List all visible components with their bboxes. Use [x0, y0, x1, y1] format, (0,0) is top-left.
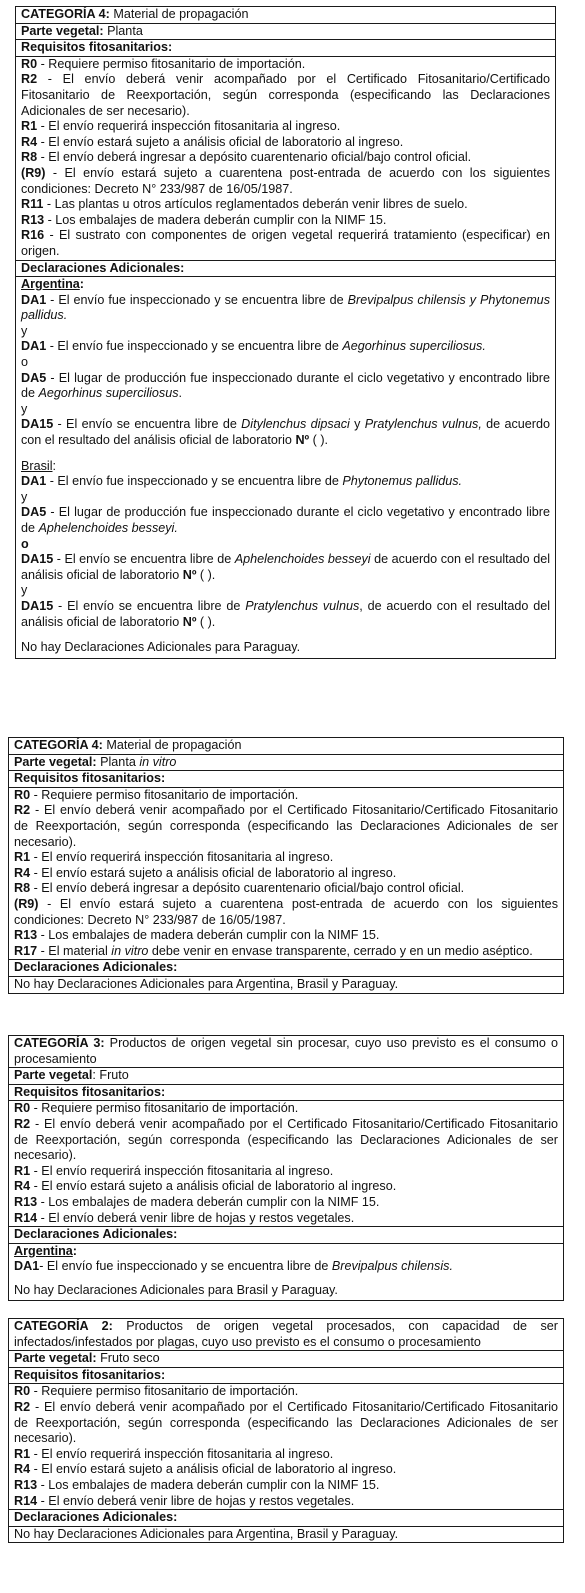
declarations-header: Declaraciones Adicionales:	[9, 1227, 564, 1244]
declaration-da5: DA5 - El lugar de producción fue inspeccionado durante el ciclo vegetativo y encontrado libre de Aegorhinus superciliosus.	[21, 370, 550, 401]
declaration-da1: DA1 - El envío fue inspeccionado y se encuentra libre de Aegorhinus superciliosus.	[21, 339, 486, 354]
requirement-r0: R0 - Requiere permiso fitosanitario de importación.	[21, 56, 306, 71]
requirement-r16: R16 - El sustrato con componentes de origen vegetal requerirá tratamiento (especificar) en origen.	[21, 228, 550, 258]
connector: o	[21, 355, 29, 370]
requirement-r11: R11 - Las plantas u otros artículos reglamentados deberán venir libres de suelo.	[21, 197, 468, 212]
declaration-da15: DA15 - El envío se encuentra libre de Pratylenchus vulnus, de acuerdo con el resultado del análisis oficial de laboratorio Nº ( ).	[21, 598, 550, 629]
requirement-r4: R4 - El envío estará sujeto a análisis oficial de laboratorio al ingreso.	[14, 1179, 397, 1194]
plant-part-row: Parte vegetal: Fruto	[9, 1068, 564, 1085]
country-brasil: Brasil:	[21, 458, 56, 473]
requirement-r0: R0 - Requiere permiso fitosanitario de importación.	[14, 1101, 299, 1116]
requirements-header: Requisitos fitosanitarios:	[16, 40, 556, 57]
plant-part-row: Parte vegetal: Fruto seco	[9, 1351, 564, 1368]
requirement-r17: R17 - El material in vitro debe venir en envase transparente, cerrado y en un medio aséptico.	[14, 943, 533, 958]
declarations-body	[9, 1243, 564, 1300]
declaration-da1: DA1- El envío fue inspeccionado y se encuentra libre de Brevipalpus chilensis.	[14, 1259, 453, 1274]
category-header: CATEGORÍA 4: Material de propagación	[9, 738, 564, 755]
requirement-r1: R1 - El envío requerirá inspección fitosanitaria al ingreso.	[21, 119, 341, 134]
connector: y	[21, 323, 28, 338]
requirement-r1: R1 - El envío requerirá inspección fitosanitaria al ingreso.	[14, 850, 334, 865]
declaration-da1: DA1 - El envío fue inspeccionado y se encuentra libre de Phytonemus pallidus.	[21, 474, 463, 489]
no-declarations-note: No hay Declaraciones Adicionales para Brasil y Paraguay.	[14, 1282, 338, 1297]
no-declarations-note: No hay Declaraciones Adicionales para Paraguay.	[21, 640, 301, 655]
requirement-r9: (R9) - El envío estará sujeto a cuarentena post-entrada de acuerdo con los siguientes condiciones: Decreto N° 233/987 de 16/05/1987.	[14, 896, 558, 927]
declarations-body	[16, 277, 556, 659]
connector: y	[21, 489, 28, 504]
category-2-fruto-seco-table	[8, 1318, 564, 1543]
plant-part-row: Parte vegetal: Planta in vitro	[9, 754, 564, 771]
category-4-in-vitro-table	[8, 737, 564, 994]
plant-part-row: Parte vegetal: Planta	[16, 23, 556, 40]
category-header: CATEGORÍA 4: Material de propagación	[16, 7, 556, 24]
connector: y	[21, 401, 28, 416]
connector: o	[21, 536, 29, 551]
declaration-da1: DA1 - El envío fue inspeccionado y se encuentra libre de Brevipalpus chilensis y Phytonemus pallidus.	[21, 292, 550, 323]
requirement-r0: R0 - Requiere permiso fitosanitario de importación.	[14, 787, 299, 802]
declarations-header: Declaraciones Adicionales:	[9, 960, 564, 977]
requirement-r2: R2 - El envío deberá venir acompañado por el Certificado Fitosanitario/Certificado Fitosanitario de Reexportación, según corresponda (especificando las Declaraciones Adicionales de ser necesario).	[21, 72, 550, 118]
no-declarations-note: No hay Declaraciones Adicionales para Argentina, Brasil y Paraguay.	[9, 1526, 564, 1543]
category-3-fruto-table	[8, 1035, 564, 1301]
requirement-r4: R4 - El envío estará sujeto a análisis oficial de laboratorio al ingreso.	[14, 865, 397, 880]
requirement-r8: R8 - El envío deberá ingresar a depósito cuarentenario oficial/bajo control oficial.	[21, 150, 472, 165]
country-argentina: Argentina:	[14, 1243, 77, 1258]
requirements-header: Requisitos fitosanitarios:	[9, 771, 564, 788]
declarations-header: Declaraciones Adicionales:	[9, 1510, 564, 1527]
declaration-da5: DA5 - El lugar de producción fue inspeccionado durante el ciclo vegetativo y encontrado libre de Aphelenchoides besseyi.	[21, 505, 550, 535]
requirement-r13: R13 - Los embalajes de madera deberán cumplir con la NIMF 15.	[14, 1194, 380, 1209]
requirement-r14: R14 - El envío deberá venir libre de hojas y restos vegetales.	[14, 1493, 355, 1508]
requirement-r1: R1 - El envío requerirá inspección fitosanitaria al ingreso.	[14, 1446, 334, 1461]
requirements-list	[9, 1101, 564, 1227]
category-4-planta-table	[15, 6, 556, 659]
declaration-da15: DA15 - El envío se encuentra libre de Aphelenchoides besseyi de acuerdo con el resultado del análisis oficial de laboratorio Nº ( ).	[21, 552, 551, 582]
requirements-list	[9, 1384, 564, 1510]
requirement-r4: R4 - El envío estará sujeto a análisis oficial de laboratorio al ingreso.	[14, 1462, 397, 1477]
country-argentina: Argentina:	[21, 277, 84, 292]
requirement-r14: R14 - El envío deberá venir libre de hojas y restos vegetales.	[14, 1210, 355, 1225]
requirement-r1: R1 - El envío requerirá inspección fitosanitaria al ingreso.	[14, 1163, 334, 1178]
no-declarations-note: No hay Declaraciones Adicionales para Argentina, Brasil y Paraguay.	[9, 976, 564, 993]
requirement-r2: R2 - El envío deberá venir acompañado por el Certificado Fitosanitario/Certificado Fitosanitario de Reexportación, según corresponda (especificando las Declaraciones Adicionales de ser necesario).	[14, 1116, 558, 1163]
connector: y	[21, 583, 28, 598]
requirement-r2: R2 - El envío deberá venir acompañado por el Certificado Fitosanitario/Certificado Fitosanitario de Reexportación, según corresponda (especificando las Declaraciones Adicionales de ser necesario).	[14, 803, 558, 849]
requirement-r2: R2 - El envío deberá venir acompañado por el Certificado Fitosanitario/Certificado Fitosanitario de Reexportación, según corresponda (especificando las Declaraciones Adicionales de ser necesario).	[14, 1399, 558, 1446]
requirement-r9: (R9) - El envío estará sujeto a cuarentena post-entrada de acuerdo con los siguientes condiciones: Decreto N° 233/987 de 16/05/1987.	[21, 165, 550, 196]
category-header: CATEGORÍA 2: Productos de origen vegetal procesados, con capacidad de ser infectados/infestados por plagas, cuyo uso previsto es el consumo o procesamiento	[9, 1319, 564, 1351]
requirements-list	[16, 56, 556, 260]
requirement-r4: R4 - El envío estará sujeto a análisis oficial de laboratorio al ingreso.	[21, 134, 404, 149]
category-header: CATEGORÍA 3: Productos de origen vegetal sin procesar, cuyo uso previsto es el consumo o procesamiento	[9, 1036, 564, 1068]
declarations-header: Declaraciones Adicionales:	[16, 260, 556, 277]
requirement-r13: R13 - Los embalajes de madera deberán cumplir con la NIMF 15.	[14, 1477, 380, 1492]
requirement-r13: R13 - Los embalajes de madera deberán cumplir con la NIMF 15.	[21, 212, 387, 227]
requirement-r0: R0 - Requiere permiso fitosanitario de importación.	[14, 1384, 299, 1399]
requirement-r8: R8 - El envío deberá ingresar a depósito cuarentenario oficial/bajo control oficial.	[14, 881, 465, 896]
declaration-da15: DA15 - El envío se encuentra libre de Ditylenchus dipsaci y Pratylenchus vulnus, de acuerdo con el resultado del análisis oficial de laboratorio Nº ( ).	[21, 417, 551, 448]
requirement-r13: R13 - Los embalajes de madera deberán cumplir con la NIMF 15.	[14, 928, 380, 943]
requirements-header: Requisitos fitosanitarios:	[9, 1084, 564, 1101]
requirements-list	[9, 787, 564, 960]
requirements-header: Requisitos fitosanitarios:	[9, 1367, 564, 1384]
